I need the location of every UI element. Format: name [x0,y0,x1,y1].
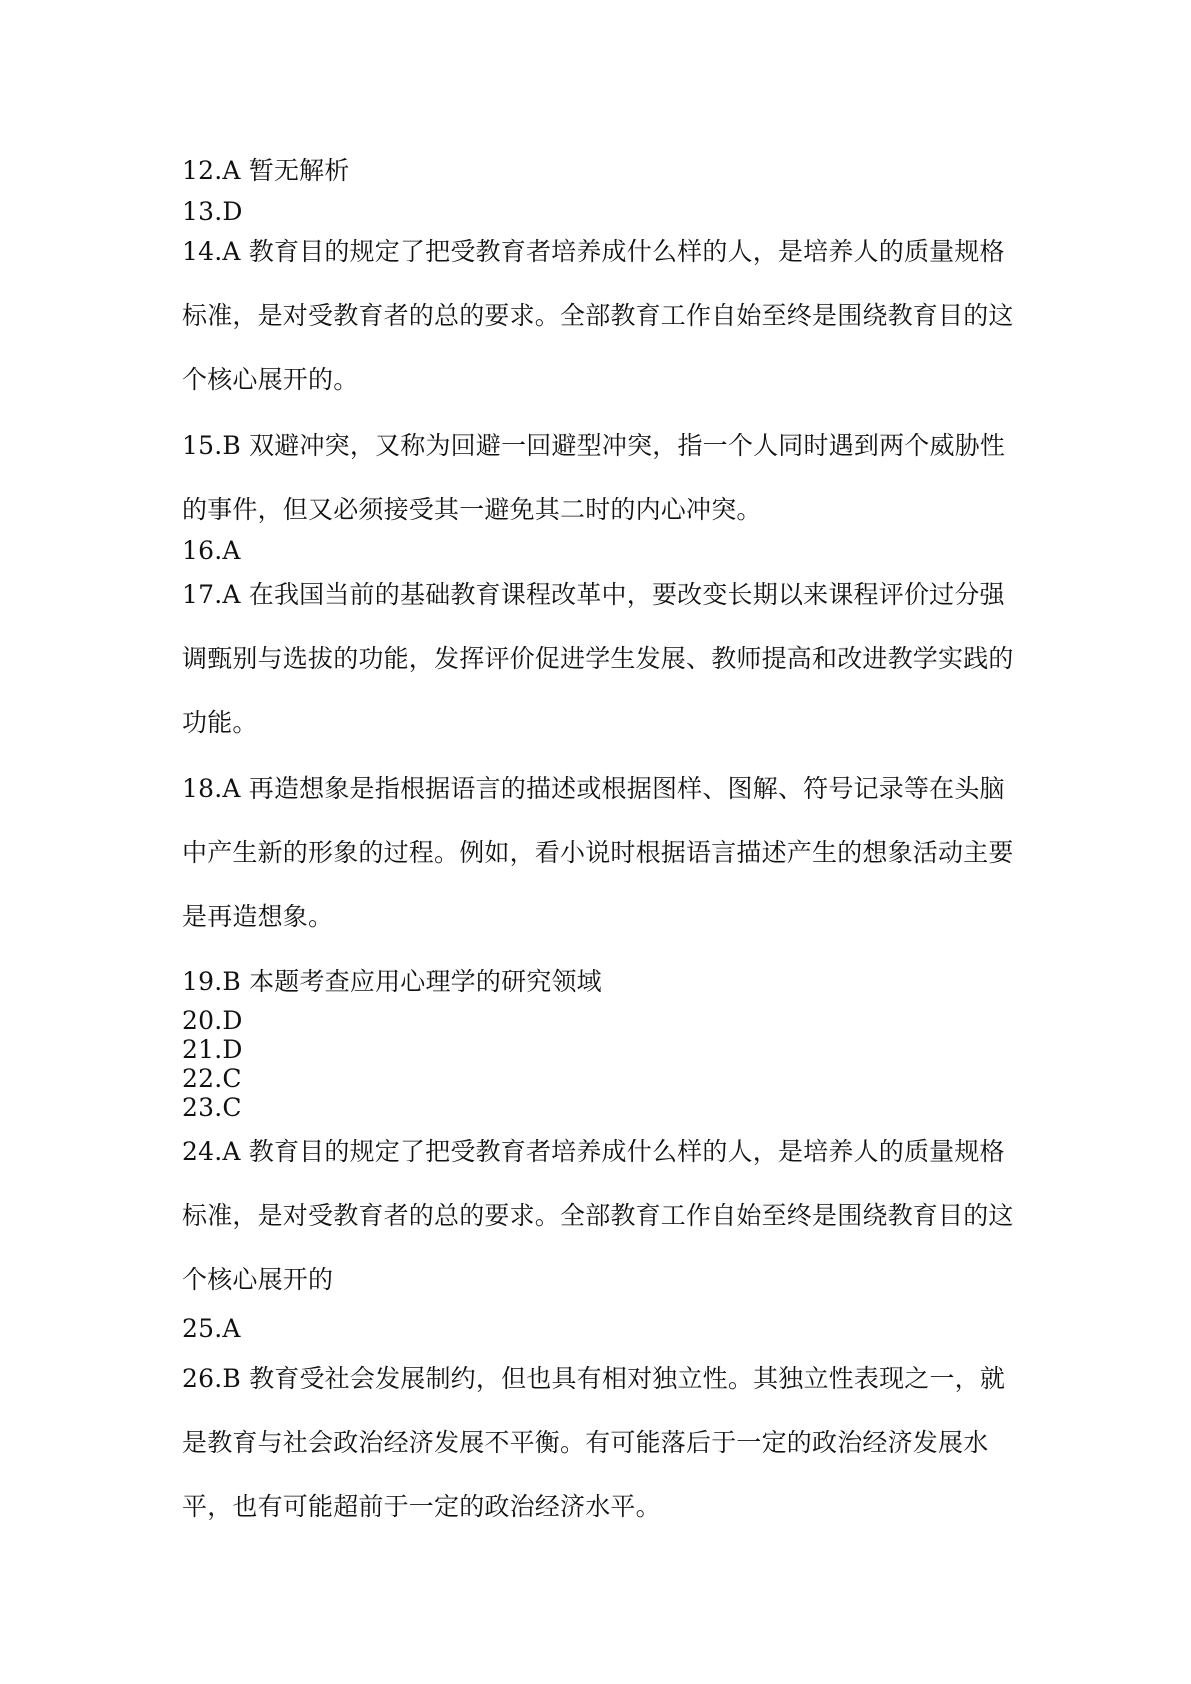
answer-20: 20.D [182,1006,243,1035]
answer-24: 24.A 教育目的规定了把受教育者培养成什么样的人，是培养人的质量规格标准，是对受教育者的总的要求。全部教育工作自始至终是围绕教育目的这个核心展开的 [182,1137,1014,1294]
answer-12: 12.A 暂无解析 [182,156,350,185]
answer-23: 23.C [182,1093,242,1122]
answer-list [182,154,1022,1539]
answer-19: 19.B 本题考查应用心理学的研究领域 [182,967,602,996]
answer-17: 17.A 在我国当前的基础教育课程改革中，要改变长期以来课程评价过分强调甄别与选拔的功能，发挥评价促进学生发展、教师提高和改进教学实践的功能。 [182,580,1014,737]
answer-14: 14.A 教育目的规定了把受教育者培养成什么样的人，是培养人的质量规格标准，是对受教育者的总的要求。全部教育工作自始至终是围绕教育目的这个核心展开的。 [182,237,1014,394]
answer-18: 18.A 再造想象是指根据语言的描述或根据图样、图解、符号记录等在头脑中产生新的形象的过程。例如，看小说时根据语言描述产生的想象活动主要是再造想象。 [182,774,1014,931]
answer-25: 25.A [182,1314,241,1343]
answer-16: 16.A [182,536,241,565]
answer-15: 15.B 双避冲突，又称为回避一回避型冲突，指一个人同时遇到两个威胁性的事件，但又必须接受其一避免其二时的内心冲突。 [182,431,1006,524]
answer-13: 13.D [182,197,243,226]
answer-22: 22.C [182,1064,242,1093]
answer-26: 26.B 教育受社会发展制约，但也具有相对独立性。其独立性表现之一，就是教育与社会政治经济发展不平衡。有可能落后于一定的政治经济发展水平，也有可能超前于一定的政治经济水平。 [182,1364,1006,1521]
answer-21: 21.D [182,1035,243,1064]
